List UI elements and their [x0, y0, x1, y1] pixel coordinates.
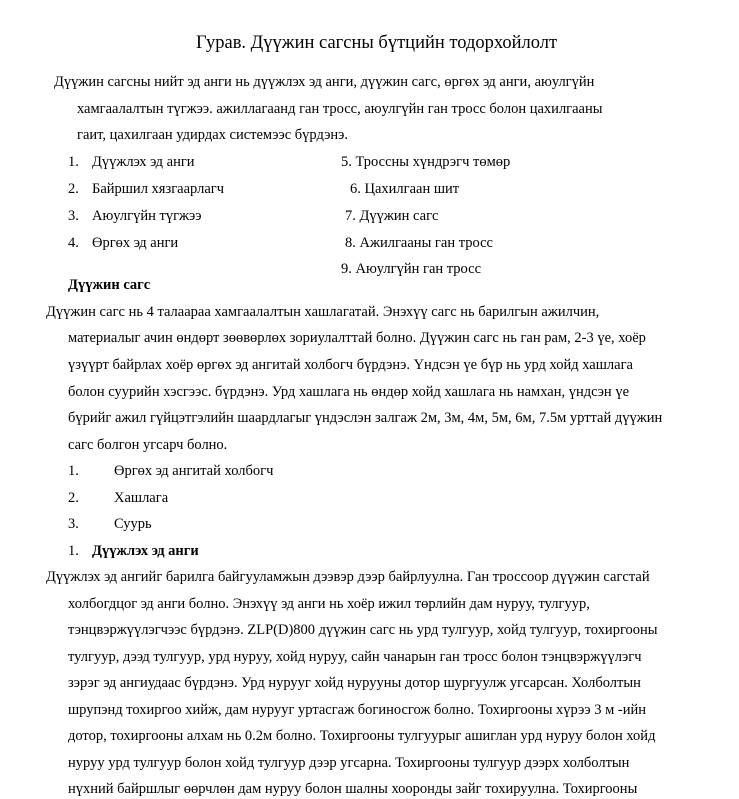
component-item: 6. Цахилгаан шит [350, 181, 460, 197]
component-label: Дүүжлэх эд анги [92, 154, 195, 170]
paragraph-line: бүрийг ажил гүйцэтгэлийн шаардлагыг үндэслэн залгаж 2м, 3м, 4м, 5м, 6м, 7.5м урттай дүүжин [68, 410, 663, 426]
component-item [68, 180, 224, 198]
part-item [68, 462, 273, 480]
paragraph-line: зэрэг эд ангиудаас бүрдэнэ. Урд нурууг хойд нурууны дотор шургуулж угсарсан. Холболтын [68, 675, 641, 691]
paragraph-line: сагс болгон угсарч болно. [68, 437, 228, 453]
part-number: 2. [68, 490, 79, 506]
component-item [68, 153, 195, 171]
component-item: 9. Аюулгүйн ган тросс [341, 261, 482, 277]
component-number: 1. [68, 154, 79, 170]
paragraph-line: материалыг ачин өндөрт зөөвөрлөх зориулалттай болно. Дүүжин сагс нь ган рам, 2-3 үе, хоёр [68, 330, 646, 346]
intro-line-1: Дүүжин сагсны нийт эд анги нь дүүжлэх эд анги, дүүжин сагс, өргөх эд анги, аюулгүйн [54, 74, 595, 90]
paragraph-line: нуруу урд тулгуур болон хойд тулгуур дээр угсарна. Тохиргооны тулгуур дээрх холболтын [68, 755, 630, 771]
part-item [68, 489, 168, 507]
paragraph-line: болон суурийн хэсгээс. бүрдэнэ. Урд хашлага нь өндөр хойд хашлага нь намхан, үндсэн үе [68, 384, 630, 400]
section-heading: Дүүжин сагс [68, 277, 151, 293]
component-label: Байршил хязгаарлагч [92, 181, 224, 197]
component-item: 5. Троссны хүндрэгч төмөр [341, 154, 511, 170]
component-item: 7. Дүүжин сагс [345, 208, 439, 224]
paragraph-line: шрупэнд тохиргоо хийж, дам нурууг уртасгаж богиносгож болно. Тохиргооны хүрээ 3 м -ийн [68, 702, 647, 718]
paragraph-line: дотор, тохиргооны алхам нь 0.2м болно. Тохиргооны тулгуурыг ашиглан урд нуруу болон хойд [68, 728, 656, 744]
paragraph-line: тулгуур, дээд тулгуур, урд нуруу, хойд нуруу, сайн чанарын ган тросс болон тэнцвэржүүлэгч [68, 649, 642, 665]
component-number: 4. [68, 235, 79, 251]
component-number: 2. [68, 181, 79, 197]
component-item [68, 234, 178, 252]
component-number: 3. [68, 208, 79, 224]
paragraph-line: холбогдцог эд анги болно. Энэхүү эд анги нь хоёр ижил төрлийн дам нуруу, тулгуур, [68, 596, 590, 612]
paragraph-line: нүхний байршлыг өөрчлөн дам нуруу болон шалны хооронды зайг тохируулна. Тохиргооны [68, 781, 638, 797]
intro-line-3: гаит, цахилгаан удирдах системээс бүрдэнэ. [77, 127, 349, 143]
component-item [68, 207, 202, 225]
page-title: Гурав. Дүүжин сагсны бүтцийн тодорхойлолт [196, 33, 558, 53]
paragraph-line: үзүүрт байрлах хоёр өргөх эд ангитай холбогч бүрдэнэ. Үндсэн үе бүр нь урд хойд хашлага [68, 357, 633, 373]
component-label: Өргөх эд анги [92, 235, 179, 251]
part-label: Өргөх эд ангитай холбогч [114, 463, 274, 479]
component-item: 8. Ажилгааны ган тросс [345, 235, 493, 251]
intro-line-2: хамгаалалтын түгжээ. ажиллагаанд ган тросс, аюулгүйн ган тросс болон цахилгааны [77, 101, 603, 117]
part-item [68, 515, 152, 533]
part-label: Суурь [114, 516, 152, 532]
paragraph-line: тэнцвэржүүлэгчээс бүрдэнэ. ZLP(D)800 дүүжин сагс нь урд тулгуур, хойд тулгуур, тохиргооны [68, 622, 658, 638]
paragraph-line: Дүүжлэх эд ангийг барилга байгууламжын дээвэр дээр байрлуулна. Ган троссоор дүүжин сагстай [46, 569, 650, 585]
section-heading [68, 542, 199, 560]
component-label: Аюулгүйн түгжээ [92, 208, 202, 224]
part-number: 3. [68, 516, 79, 532]
part-label: Хашлага [114, 490, 169, 506]
section-title: Дүүжлэх эд анги [92, 543, 199, 559]
section-number: 1. [68, 543, 79, 559]
paragraph-line: Дүүжин сагс нь 4 талаараа хамгаалалтын хашлагатай. Энэхүү сагс нь барилгын ажилчин, [46, 304, 600, 320]
part-number: 1. [68, 463, 79, 479]
